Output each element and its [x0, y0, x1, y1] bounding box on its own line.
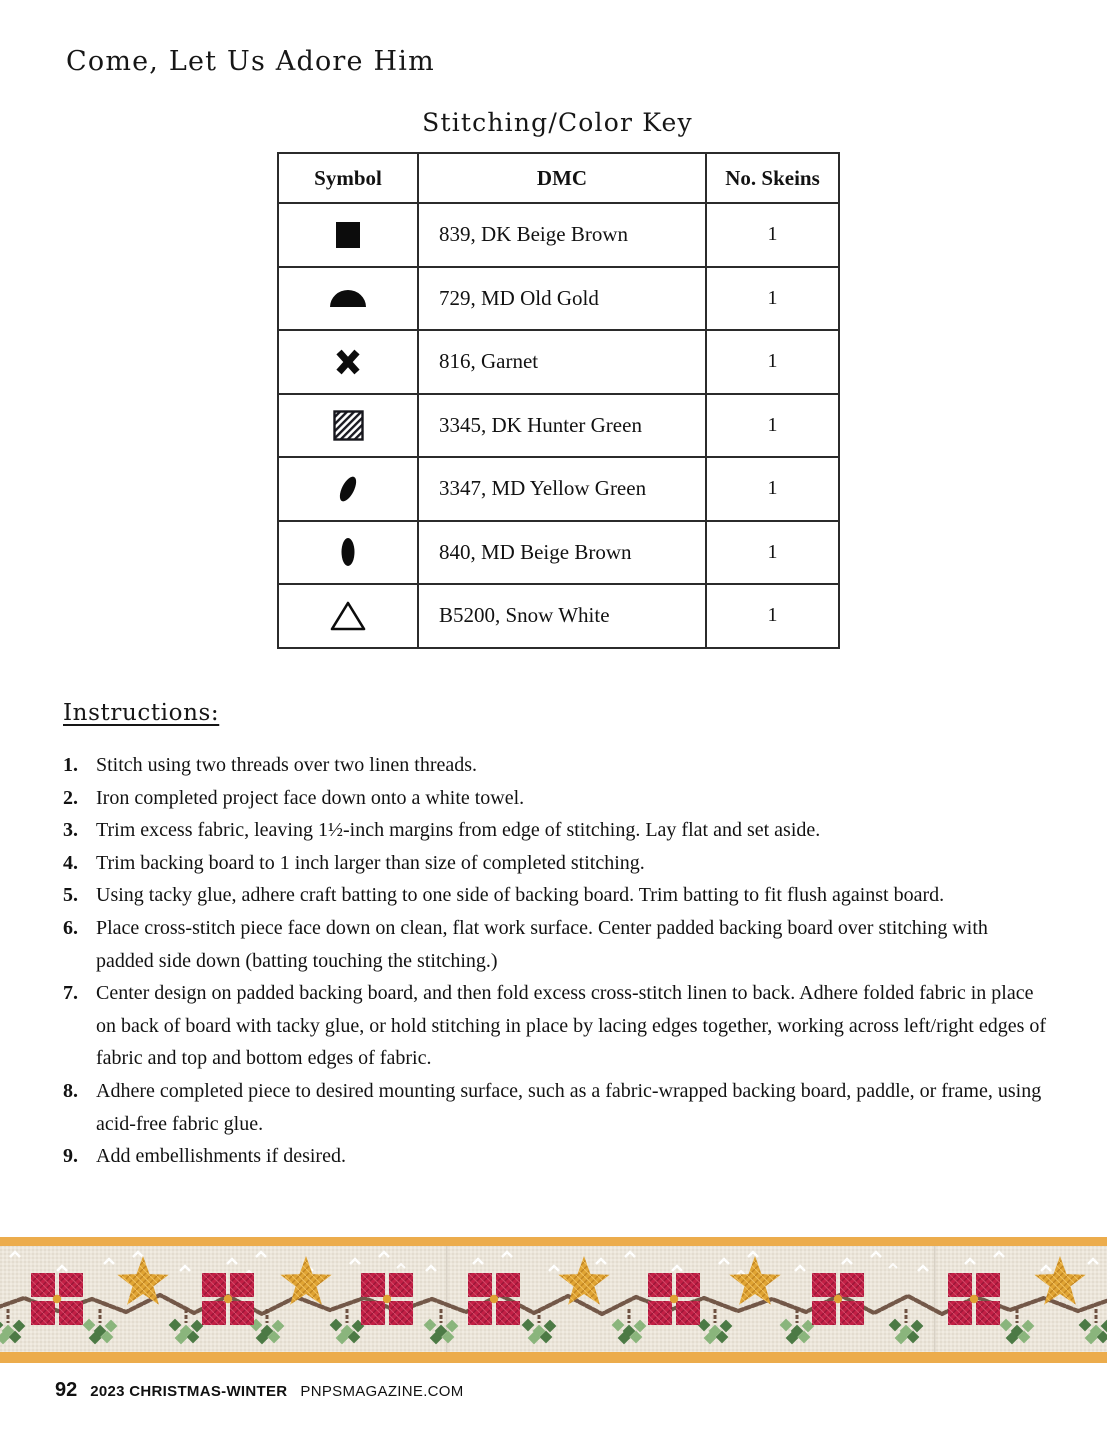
key-table-row [278, 521, 839, 585]
instruction-text: Using tacky glue, adhere craft batting to one side of backing board. Trim batting to fit flush against board. [96, 884, 945, 907]
instruction-number: 5. [63, 884, 78, 907]
instruction-item [63, 814, 1048, 847]
skein-count: 1 [706, 330, 839, 394]
color-key-heading: Stitching/Color Key [422, 108, 693, 137]
instruction-item [63, 847, 1048, 880]
instruction-item [63, 977, 1048, 1075]
skein-count: 1 [706, 457, 839, 521]
instructions-list [63, 749, 1048, 1173]
key-table-row [278, 584, 839, 648]
footer-site: PNPSMAGAZINE.COM [300, 1383, 464, 1400]
instruction-text: Add embellishments if desired. [96, 1145, 346, 1168]
border-photo-graphic [0, 1237, 1107, 1363]
half-circle-icon [278, 267, 418, 331]
column-header-symbol: Symbol [278, 153, 418, 203]
filled-ellipse-icon [278, 521, 418, 585]
triangle-outline-icon [278, 584, 418, 648]
dmc-color-value: 3345, DK Hunter Green [418, 394, 706, 458]
key-table-row [278, 330, 839, 394]
cross-stitch-border-photo [0, 1237, 1107, 1363]
page-number: 92 [55, 1379, 78, 1401]
dmc-color-value: 816, Garnet [418, 330, 706, 394]
key-table-row [278, 267, 839, 331]
bold-x-icon [278, 330, 418, 394]
hatched-square-icon [278, 394, 418, 458]
dmc-color-value: 839, DK Beige Brown [418, 203, 706, 267]
instruction-text: Stitch using two threads over two linen threads. [96, 754, 478, 776]
slash-stroke-icon [278, 457, 418, 521]
instruction-text: Adhere completed piece to desired mounting surface, such as a fabric-wrapped backing board, paddle, or frame, using acid-free fabric glue. [96, 1079, 1042, 1135]
page-footer [55, 1379, 464, 1402]
column-header-skeins: No. Skeins [706, 153, 839, 203]
key-table-header-row [278, 153, 839, 203]
instruction-text: Place cross-stitch piece face down on clean, flat work surface. Center padded backing board over stitching with padded side down (batting touching the stitching.) [96, 916, 988, 972]
instruction-text: Iron completed project face down onto a white towel. [96, 786, 525, 809]
instruction-text: Trim backing board to 1 inch larger than size of completed stitching. [96, 851, 645, 874]
filled-square-icon [278, 203, 418, 267]
instruction-item [63, 879, 1048, 912]
instruction-item [63, 782, 1048, 815]
instruction-number: 2. [63, 786, 78, 809]
instruction-item [63, 912, 1048, 977]
instruction-number: 1. [63, 754, 78, 776]
skein-count: 1 [706, 203, 839, 267]
key-table-row [278, 457, 839, 521]
skein-count: 1 [706, 394, 839, 458]
instruction-number: 4. [63, 851, 78, 874]
dmc-color-value: 3347, MD Yellow Green [418, 457, 706, 521]
instructions-heading: Instructions: [63, 700, 220, 726]
instruction-item [63, 749, 1048, 782]
instruction-text: Center design on padded backing board, and then fold excess cross-stitch linen to back. Adhere folded fabric in place on back of board with tacky glue, or hold stitching in place by lacing edges together, working across left/right edges of fabric and top and bottom edges of fabric. [96, 982, 1047, 1070]
instruction-text: Trim excess fabric, leaving 1½-inch margins from edge of stitching. Lay flat and set aside. [96, 819, 821, 842]
key-table-row [278, 203, 839, 267]
instruction-number: 9. [63, 1145, 78, 1168]
instructions-section [63, 700, 1048, 1173]
dmc-color-value: 840, MD Beige Brown [418, 521, 706, 585]
instruction-number: 3. [63, 819, 78, 842]
footer-issue: 2023 CHRISTMAS-WINTER [90, 1383, 288, 1400]
column-header-dmc: DMC [418, 153, 706, 203]
instruction-number: 8. [63, 1079, 78, 1102]
dmc-color-value: B5200, Snow White [418, 584, 706, 648]
key-table-row [278, 394, 839, 458]
instruction-item [63, 1140, 1048, 1173]
page-title: Come, Let Us Adore Him [66, 46, 435, 77]
instruction-item [63, 1075, 1048, 1140]
color-key-table [277, 152, 840, 649]
skein-count: 1 [706, 521, 839, 585]
instruction-number: 7. [63, 982, 78, 1005]
skein-count: 1 [706, 267, 839, 331]
skein-count: 1 [706, 584, 839, 648]
dmc-color-value: 729, MD Old Gold [418, 267, 706, 331]
instruction-number: 6. [63, 916, 78, 939]
